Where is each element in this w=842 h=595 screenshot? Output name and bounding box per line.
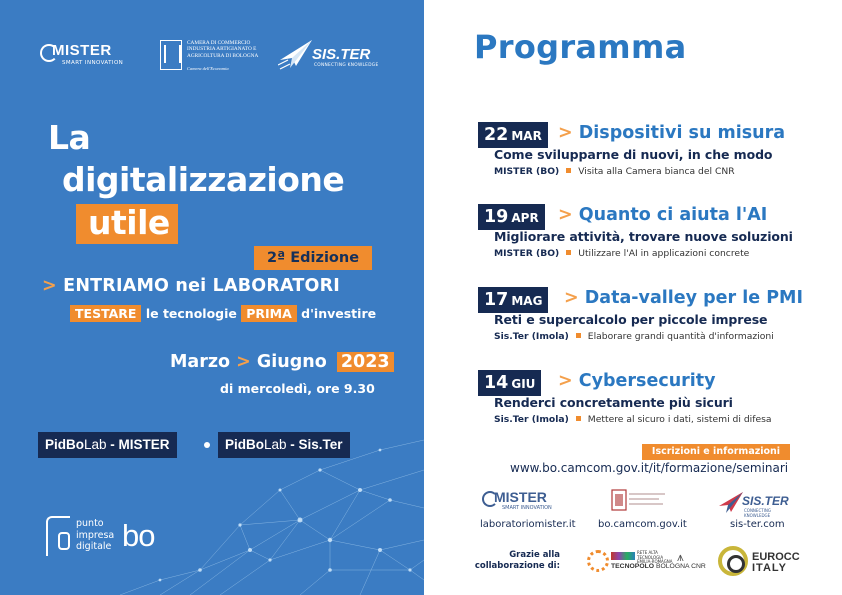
period-to: Giugno (256, 352, 327, 372)
h-logo-icon: ⩚ (677, 550, 684, 564)
chevron-right-icon: > (564, 288, 579, 308)
period-from: Marzo (170, 352, 231, 372)
event-item (478, 287, 818, 342)
event-title: > Dispositivi su misura (558, 123, 786, 143)
camcom-logo (160, 38, 260, 74)
event-title: > Cybersecurity (558, 371, 716, 391)
event-item (478, 370, 818, 425)
tagline-testare: TESTARE (70, 305, 141, 322)
pid-logo-text: punto impresa digitale (76, 518, 115, 552)
camcom-logo-text: CAMERA DI COMMERCIO INDUSTRIA ARTIGIANATO E AGRICOLTURA DI BOLOGNA (187, 40, 259, 59)
tagline-mid: le tecnologie (145, 306, 237, 321)
event-location: Sis.Ter (Imola) Mettere al sicuro i dati, sistemi di difesa (494, 414, 772, 425)
sister-logo (278, 36, 390, 74)
entriamo-heading (42, 276, 340, 296)
separator-dot (204, 442, 210, 448)
iscrizioni-banner: Iscrizioni e informazioni (642, 444, 790, 460)
event-location: MISTER (BO) Visita alla Camera bianca del CNR (494, 166, 735, 177)
title-line-3-highlight: utile (76, 204, 178, 244)
camcom-seal-icon (160, 40, 182, 70)
bullet-square-icon (576, 333, 581, 338)
mister-logo-sub: SMART INNOVATION (62, 60, 124, 66)
chevron-right-icon: > (558, 123, 573, 143)
event-date: 19 APR (478, 204, 545, 230)
header-logos (40, 36, 404, 76)
sister-logo-sub: CONNECTING KNOWLEDGE (314, 63, 379, 68)
sister-partner-logo: SIS.TER CONNECTING KNOWLEDGE (718, 488, 798, 518)
partner-link-mister[interactable]: laboratoriomister.it (480, 519, 576, 530)
event-location: Sis.Ter (Imola) Elaborare grandi quantità d'informazioni (494, 331, 774, 342)
mister-logo (40, 40, 132, 70)
event-subtitle: Reti e supercalcolo per piccole imprese (494, 312, 768, 327)
camcom-partner-logo (611, 488, 671, 518)
sister-logo-name: SIS.TER (312, 46, 371, 63)
title-line-1: La (48, 118, 91, 157)
chevron-right-icon: > (42, 276, 57, 296)
event-date: 14 GIU (478, 370, 541, 396)
event-item (478, 122, 818, 177)
tecnopolo-color-bar (611, 552, 635, 560)
event-title: > Quanto ci aiuta l'AI (558, 205, 768, 225)
bullet-square-icon (566, 250, 571, 255)
mister-partner-logo: MISTER SMART INNOVATION (482, 488, 562, 518)
chevron-right-icon: > (236, 352, 251, 372)
bullet-square-icon (566, 168, 571, 173)
eurocc-circle-icon (718, 546, 748, 576)
pid-mark-icon (46, 516, 70, 556)
edition-badge: 2ª Edizione (254, 246, 372, 270)
period-year: 2023 (337, 352, 394, 372)
thanks-text: Grazie alla collaborazione di: (474, 550, 560, 571)
partner-link-camcom[interactable]: bo.camcom.gov.it (598, 519, 687, 530)
event-subtitle: Come svilupparne di nuovi, in che modo (494, 147, 773, 162)
schedule-time: di mercoledì, ore 9.30 (220, 381, 375, 396)
camcom-logo-footer: Camera dell'Economia (187, 66, 229, 71)
pidbolab-mister-badge: PidBoLab - MISTER (38, 432, 177, 458)
camcom-seal-icon (611, 488, 671, 518)
event-subtitle: Migliorare attività, trovare nuove soluzioni (494, 229, 793, 244)
event-title: > Data-valley per le PMI (564, 288, 803, 308)
bo-logo-text: bo (122, 518, 155, 553)
event-date: 22 MAR (478, 122, 548, 148)
punto-impresa-digitale-logo (46, 516, 166, 560)
paper-plane-icon (718, 490, 744, 514)
event-location: MISTER (BO) Utilizzare l'AI in applicazioni concrete (494, 248, 750, 259)
tagline-prima: PRIMA (241, 305, 297, 322)
pidbolab-sister-badge: PidBoLab - Sis.Ter (218, 432, 350, 458)
title-line-2: digitalizzazione (62, 160, 345, 199)
event-item (478, 204, 818, 259)
mister-logo-name: MISTER (52, 42, 112, 59)
tecnopolo-rings-icon (587, 550, 609, 572)
tagline-end: d'investire (301, 306, 377, 321)
tecnopolo-logo: RETE ALTA TECNOLOGIA EMILIA-ROMAGNA TECNOPOLO BOLOGNA CNR ⩚ (587, 548, 697, 576)
registration-link[interactable]: www.bo.camcom.gov.it/it/formazione/seminari (510, 461, 789, 475)
eurocc-logo: EUROCC ITALY (718, 545, 798, 579)
partner-link-sister[interactable]: sis-ter.com (730, 519, 785, 530)
event-date: 17 MAG (478, 287, 548, 313)
programma-title: Programma (474, 28, 687, 66)
period (170, 352, 394, 372)
bullet-square-icon (576, 416, 581, 421)
entriamo-text: ENTRIAMO nei LABORATORI (63, 276, 341, 296)
paper-plane-icon (278, 38, 314, 70)
tagline (70, 303, 376, 325)
chevron-right-icon: > (558, 205, 573, 225)
chevron-right-icon: > (558, 371, 573, 391)
event-subtitle: Renderci concretamente più sicuri (494, 395, 733, 410)
